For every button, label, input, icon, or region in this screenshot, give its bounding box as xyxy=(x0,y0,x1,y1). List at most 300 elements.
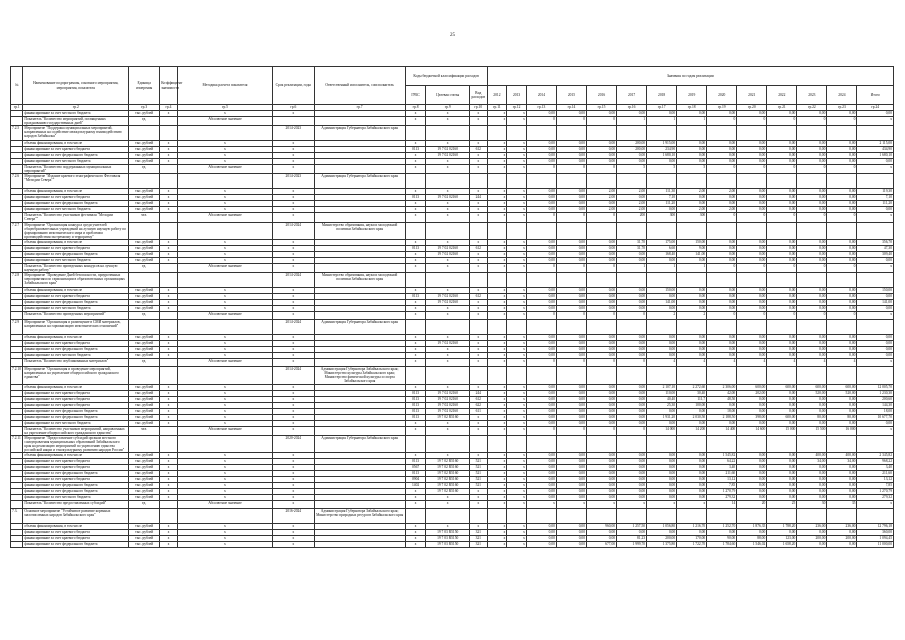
row-expense-type: x xyxy=(469,189,487,195)
row-method: x xyxy=(177,489,272,495)
row-target-article: x xyxy=(426,117,470,126)
row-value: 0,00 xyxy=(797,251,827,257)
row-value: 0,00 xyxy=(617,414,647,420)
row-name: финансирование за счет краевого бюджета xyxy=(23,195,129,201)
empty-cell xyxy=(767,273,797,288)
row-value: 0,00 xyxy=(526,489,556,495)
row-value: 0,00 xyxy=(587,414,617,420)
row-value: 1 546,02 xyxy=(737,542,767,548)
row-value: 111,20 xyxy=(857,201,894,207)
row-responsible: Администрация Губернатора Забайкальского края xyxy=(314,435,405,452)
row-value: 0 xyxy=(797,312,827,320)
row-value: 0,00 xyxy=(767,111,797,117)
empty-cell xyxy=(469,320,487,335)
row-value: 0,00 xyxy=(677,483,707,489)
row-responsible xyxy=(314,263,405,272)
row-value: x xyxy=(507,300,527,306)
header-year-9: 2021 xyxy=(737,86,767,105)
row-value: 0,00 xyxy=(617,251,647,257)
column-number: гр.3 xyxy=(129,105,160,111)
row-value: 0,00 xyxy=(797,402,827,408)
row-number xyxy=(11,263,23,272)
row-unit: тыс. рублей xyxy=(129,453,160,459)
row-value: 1 xyxy=(647,263,677,272)
empty-cell xyxy=(737,174,767,189)
row-number: 7.2.9 xyxy=(11,320,23,335)
header-number: № xyxy=(11,67,23,105)
row-value: x xyxy=(647,501,677,509)
row-value: 0,00 xyxy=(737,251,767,257)
row-value: 0,00 xyxy=(737,483,767,489)
row-value: 48,50 xyxy=(707,396,737,402)
row-value: 300 xyxy=(647,213,677,222)
row-method: Абсолютное значение xyxy=(177,359,272,367)
row-target-article: x xyxy=(426,111,470,117)
row-value: 0,00 xyxy=(556,396,586,402)
row-unit: тыс. рублей xyxy=(129,530,160,536)
row-expense-type: x xyxy=(469,251,487,257)
row-value: 0,00 xyxy=(526,189,556,195)
row-value: 47,30 xyxy=(857,245,894,251)
row-value: 12 005,70 xyxy=(857,384,894,390)
row-value: 0,00 xyxy=(587,390,617,396)
row-target-article: 19 7 02 02160 xyxy=(426,153,470,159)
row-value: 0,00 xyxy=(587,335,617,341)
row-unit: ед. xyxy=(129,117,160,126)
row-value: 0,00 xyxy=(767,489,797,495)
row-target-article: x xyxy=(426,347,470,353)
row-value: 0,00 xyxy=(797,477,827,483)
row-value: 0,00 xyxy=(737,347,767,353)
row-target-article: 19 7 02 02160 xyxy=(426,195,470,201)
row-value: x xyxy=(487,501,507,509)
row-value: 0 xyxy=(526,359,556,367)
row-value: 0,00 xyxy=(556,245,586,251)
row-value: 14 000 xyxy=(647,426,677,435)
row-value: 0,00 xyxy=(617,477,647,483)
row-value: 0,00 xyxy=(617,353,647,359)
row-number xyxy=(11,312,23,320)
row-value: 0,00 xyxy=(737,257,767,263)
header-year-8: 2020 xyxy=(707,86,737,105)
row-method: x xyxy=(177,306,272,312)
row-value: 0,00 xyxy=(617,384,647,390)
row-value: 0,00 xyxy=(677,353,707,359)
row-term: x xyxy=(273,294,314,300)
row-value: x xyxy=(487,408,507,414)
row-expense-type: 321 xyxy=(469,536,487,542)
row-number xyxy=(11,117,23,126)
row-unit: тыс. рублей xyxy=(129,414,160,420)
row-value: 0,00 xyxy=(617,257,647,263)
row-coefficient: x xyxy=(160,300,178,306)
row-expense-type: x xyxy=(469,263,487,272)
row-expense-type: 521 xyxy=(469,465,487,471)
row-value: 1 xyxy=(677,263,707,272)
row-target-article: x xyxy=(426,359,470,367)
table-row xyxy=(11,174,894,189)
row-value: 0,00 xyxy=(677,341,707,347)
row-method: x xyxy=(177,153,272,159)
row-value: x xyxy=(507,495,527,501)
row-value: 1 xyxy=(617,263,647,272)
row-number: 7.2.10 xyxy=(11,367,23,384)
empty-cell xyxy=(556,435,586,452)
row-expense-type: x xyxy=(469,384,487,390)
row-expense-type: 612 xyxy=(469,294,487,300)
row-value: 119,30 xyxy=(857,189,894,195)
row-value: 0 xyxy=(617,359,647,367)
empty-cell xyxy=(405,435,426,452)
row-value: x xyxy=(487,159,507,165)
row-expense-type: x xyxy=(469,524,487,530)
row-value: 0,00 xyxy=(556,341,586,347)
row-value: x xyxy=(487,300,507,306)
row-value: x xyxy=(487,147,507,153)
empty-cell xyxy=(526,367,556,384)
row-method: x xyxy=(177,207,272,213)
row-unit: тыс. рублей xyxy=(129,251,160,257)
row-value: 600,00 xyxy=(767,414,797,420)
row-value: 0 xyxy=(556,312,586,320)
row-value: 0 xyxy=(707,263,737,272)
row-coefficient: x xyxy=(160,347,178,353)
empty-cell xyxy=(587,126,617,141)
row-value: 0,00 xyxy=(827,239,857,245)
column-number: гр.13 xyxy=(526,105,556,111)
row-value: x xyxy=(507,453,527,459)
row-value: 4 xyxy=(647,359,677,367)
row-value: 0,00 xyxy=(677,288,707,294)
row-number: 7.2.5 xyxy=(11,126,23,141)
row-value: 0,00 xyxy=(647,111,677,117)
row-value: 0 xyxy=(556,263,586,272)
row-value: 0,00 xyxy=(617,471,647,477)
row-value: 0,00 xyxy=(737,201,767,207)
table-row xyxy=(11,501,894,509)
column-number: гр.7 xyxy=(314,105,405,111)
row-grbs: x xyxy=(405,312,426,320)
row-value: x xyxy=(487,396,507,402)
row-term: x xyxy=(273,536,314,542)
empty-cell xyxy=(857,222,894,239)
row-value: 2,00 xyxy=(617,189,647,195)
row-value: 2,00 xyxy=(587,207,617,213)
row-unit: чел. xyxy=(129,213,160,222)
row-value: 0,00 xyxy=(587,141,617,147)
row-coefficient: x xyxy=(160,341,178,347)
row-method: x xyxy=(177,195,272,201)
row-value: 0,00 xyxy=(797,245,827,251)
row-expense-type: 612 xyxy=(469,147,487,153)
row-value: 0,00 xyxy=(587,347,617,353)
row-value: 0,00 xyxy=(647,453,677,459)
header-year-12: 2024 xyxy=(827,86,857,105)
row-coefficient: x xyxy=(160,257,178,263)
row-value: x xyxy=(507,396,527,402)
row-name: объемы финансирования, в том числе xyxy=(23,239,129,245)
row-term: x xyxy=(273,524,314,530)
row-value: 0,00 xyxy=(827,195,857,201)
empty-cell xyxy=(129,222,160,239)
row-grbs: x xyxy=(405,213,426,222)
empty-cell xyxy=(707,273,737,288)
row-target-article: 19 7 02 02160 xyxy=(426,396,470,402)
row-value: 170,00 xyxy=(677,536,707,542)
row-value: 0,00 xyxy=(587,495,617,501)
row-value: 0,00 xyxy=(587,477,617,483)
row-value: 1 375,80 xyxy=(647,542,677,548)
row-term: 2016-2024 xyxy=(273,509,314,524)
row-term: x xyxy=(273,263,314,272)
row-coefficient: x xyxy=(160,153,178,159)
row-grbs: 0113 xyxy=(405,245,426,251)
row-coefficient: x xyxy=(160,195,178,201)
row-value: 0,00 xyxy=(707,251,737,257)
row-number xyxy=(11,213,23,222)
row-value: 0,00 xyxy=(707,420,737,426)
row-value: x xyxy=(487,251,507,257)
row-value: 2 272,60 xyxy=(677,384,707,390)
row-value: 0,00 xyxy=(827,489,857,495)
row-value: 1 722,70 xyxy=(677,542,707,548)
row-value: x xyxy=(507,542,527,548)
row-value: 0,00 xyxy=(587,471,617,477)
row-method: x xyxy=(177,459,272,465)
row-value: x xyxy=(487,542,507,548)
row-expense-type: x xyxy=(469,420,487,426)
row-number: 7.3. xyxy=(11,509,23,524)
row-term: 2014-2024 xyxy=(273,273,314,288)
row-value: 0,00 xyxy=(587,396,617,402)
column-number: гр.20 xyxy=(737,105,767,111)
row-coefficient: x xyxy=(160,251,178,257)
row-value: 0 xyxy=(827,312,857,320)
row-value: 0,00 xyxy=(556,257,586,263)
row-unit: тыс. рублей xyxy=(129,524,160,530)
row-number: 7.2.11 xyxy=(11,435,23,452)
row-grbs: 0113 xyxy=(405,402,426,408)
row-target-article: 19 7 02 02160 xyxy=(426,408,470,414)
row-expense-type: x xyxy=(469,201,487,207)
row-term: x xyxy=(273,542,314,548)
empty-cell xyxy=(677,126,707,141)
row-value: 0,00 xyxy=(797,288,827,294)
empty-cell xyxy=(737,435,767,452)
row-name: финансирование за счет федерального бюджета xyxy=(23,542,129,548)
row-value: 0,00 xyxy=(737,453,767,459)
row-unit: тыс. рублей xyxy=(129,408,160,414)
row-target-article: 19 7 03 R5150 xyxy=(426,542,470,548)
row-value: 0,00 xyxy=(617,153,647,159)
row-value: 0,00 xyxy=(677,477,707,483)
row-unit: тыс. рублей xyxy=(129,396,160,402)
row-value: 0,00 xyxy=(647,353,677,359)
row-coefficient xyxy=(160,501,178,509)
row-value: x xyxy=(857,117,894,126)
row-value: 202,00 xyxy=(737,390,767,396)
row-term: x xyxy=(273,147,314,153)
row-value: 0,00 xyxy=(556,471,586,477)
row-coefficient: x xyxy=(160,396,178,402)
row-unit: тыс. рублей xyxy=(129,471,160,477)
row-value: 0,00 xyxy=(797,396,827,402)
row-value: 0,00 xyxy=(647,335,677,341)
row-grbs: x xyxy=(405,341,426,347)
row-name: Мероприятие "Организация и размещение в СМИ материалов, направленных на гармонизацию межэтнических отношений" xyxy=(23,320,129,335)
row-value: 0,00 xyxy=(677,195,707,201)
empty-cell xyxy=(507,126,527,141)
row-term: x xyxy=(273,477,314,483)
row-value: 200,60 xyxy=(857,396,894,402)
row-value: 0,00 xyxy=(647,483,677,489)
row-expense-type: 612 xyxy=(469,245,487,251)
row-value: 1 784,60 xyxy=(707,542,737,548)
row-grbs: x xyxy=(405,353,426,359)
row-method: x xyxy=(177,453,272,459)
empty-cell xyxy=(647,126,677,141)
empty-cell xyxy=(857,509,894,524)
row-value: 0 xyxy=(526,426,556,435)
header-year-values: Значения по годам реализации xyxy=(487,67,893,86)
row-value: 0,00 xyxy=(587,251,617,257)
empty-cell xyxy=(707,320,737,335)
row-name: Показатель "Количество участников фестиваля "Мелодии Севера"" xyxy=(23,213,129,222)
row-value: 0,00 xyxy=(767,465,797,471)
row-value: 0,00 xyxy=(647,159,677,165)
empty-cell xyxy=(129,320,160,335)
row-target-article: x xyxy=(426,213,470,222)
row-value: 0,00 xyxy=(827,111,857,117)
row-unit: тыс. рублей xyxy=(129,390,160,396)
row-value: 0,00 xyxy=(587,288,617,294)
row-value: 4 xyxy=(767,359,797,367)
row-name: финансирование за счет местного бюджета xyxy=(23,159,129,165)
row-value: 0,00 xyxy=(827,471,857,477)
row-grbs: x xyxy=(405,453,426,459)
row-expense-type: x xyxy=(469,159,487,165)
row-coefficient: x xyxy=(160,147,178,153)
row-value: x xyxy=(507,189,527,195)
row-value: 0,00 xyxy=(707,288,737,294)
row-value: x xyxy=(857,501,894,509)
row-coefficient: x xyxy=(160,453,178,459)
table-header xyxy=(11,67,894,111)
header-term: Срок реализации, годы xyxy=(273,67,314,105)
empty-cell xyxy=(677,222,707,239)
row-value: x xyxy=(487,294,507,300)
row-value: 0,00 xyxy=(827,300,857,306)
row-value: 0,00 xyxy=(647,207,677,213)
column-number: гр.17 xyxy=(647,105,677,111)
row-value: 0,00 xyxy=(587,465,617,471)
row-value: 0,00 xyxy=(587,489,617,495)
row-value: 0,00 xyxy=(556,141,586,147)
row-grbs: 0113 xyxy=(405,459,426,465)
row-value: x xyxy=(487,489,507,495)
row-value: 0,00 xyxy=(767,408,797,414)
row-value: 20 xyxy=(737,501,767,509)
row-unit: тыс. рублей xyxy=(129,335,160,341)
row-value: x xyxy=(617,501,647,509)
row-value: 0,00 xyxy=(526,524,556,530)
row-method: x xyxy=(177,111,272,117)
row-value: 7,85 xyxy=(707,483,737,489)
row-value: x xyxy=(507,207,527,213)
empty-cell xyxy=(737,367,767,384)
row-value: 10 677,70 xyxy=(857,414,894,420)
row-coefficient: x xyxy=(160,288,178,294)
row-value: 0,00 xyxy=(526,294,556,300)
row-expense-type: x xyxy=(469,312,487,320)
row-target-article: x xyxy=(426,288,470,294)
row-value: 25 xyxy=(767,501,797,509)
row-value: x xyxy=(507,141,527,147)
row-value: 0,00 xyxy=(767,288,797,294)
row-value: x xyxy=(487,341,507,347)
row-value: 0,00 xyxy=(737,530,767,536)
row-value: 0,00 xyxy=(707,341,737,347)
row-expense-type: x xyxy=(469,153,487,159)
row-value: 0,00 xyxy=(707,294,737,300)
row-value: 0,00 xyxy=(677,111,707,117)
header-year-6: 2018 xyxy=(647,86,677,105)
empty-cell xyxy=(469,509,487,524)
row-name: финансирование за счет краевого бюджета xyxy=(23,402,129,408)
row-value: 0,00 xyxy=(677,408,707,414)
empty-cell xyxy=(767,126,797,141)
empty-cell xyxy=(405,222,426,239)
row-value: x xyxy=(487,239,507,245)
row-value: 0,00 xyxy=(767,147,797,153)
row-value: 14 200 xyxy=(677,426,707,435)
row-term: x xyxy=(273,347,314,353)
row-term: x xyxy=(273,159,314,165)
row-value: x xyxy=(487,263,507,272)
row-value: x xyxy=(507,459,527,465)
row-value: x xyxy=(507,213,527,222)
row-expense-type: x xyxy=(469,414,487,420)
row-value: 1 680,10 xyxy=(857,153,894,159)
row-value: 200,00 xyxy=(617,141,647,147)
row-value: 400,00 xyxy=(827,453,857,459)
row-value: 0,00 xyxy=(707,159,737,165)
row-value: 0,00 xyxy=(647,306,677,312)
row-value: 0,00 xyxy=(767,396,797,402)
row-value: 42,00 xyxy=(707,390,737,396)
row-responsible xyxy=(314,359,405,367)
row-value: x xyxy=(507,111,527,117)
row-value: x xyxy=(487,530,507,536)
row-target-article: x xyxy=(426,263,470,272)
row-value: 0,00 xyxy=(857,257,894,263)
row-value: 0,00 xyxy=(617,390,647,396)
row-value: 0 xyxy=(797,117,827,126)
row-value: 0,00 xyxy=(797,471,827,477)
row-value: 0,00 xyxy=(587,459,617,465)
row-method: x xyxy=(177,288,272,294)
row-target-article: 19 7 02 02160 xyxy=(426,300,470,306)
row-value: 1 788,20 xyxy=(767,524,797,530)
row-value: 0,00 xyxy=(526,477,556,483)
row-method: Абсолютное значение xyxy=(177,117,272,126)
row-grbs: x xyxy=(405,111,426,117)
row-value: x xyxy=(526,501,556,509)
row-value: x xyxy=(857,263,894,272)
row-value: 0 xyxy=(556,213,586,222)
column-number: гр.8 xyxy=(405,105,426,111)
empty-cell xyxy=(767,367,797,384)
